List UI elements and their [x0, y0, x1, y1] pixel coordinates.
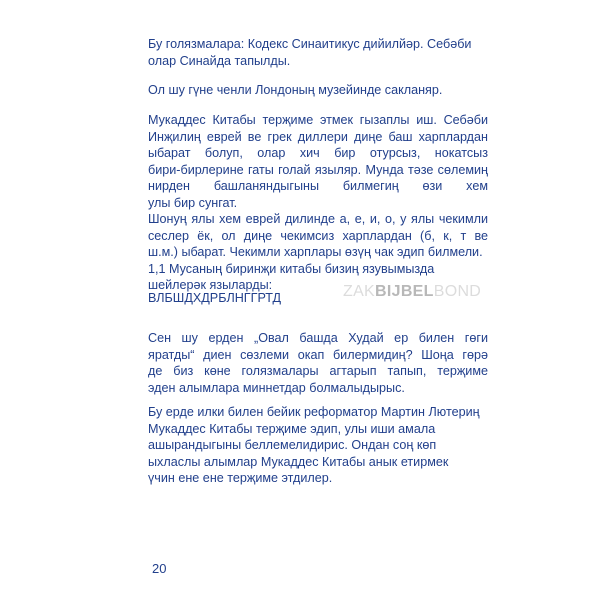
paragraph-3-line-5: нирден башланяндыгыны билмегиң өзи хем: [148, 179, 488, 193]
paragraph-6-line-1: Сен шу ерден „Овал башда Худай ер билен гөги: [148, 331, 488, 345]
paragraph-6: [148, 330, 488, 396]
watermark-part-1: ZAK: [343, 283, 376, 300]
watermark: [343, 283, 481, 301]
paragraph-3-line-2: Инҗилиң еврей ве грек диллери диңе баш харплардан: [148, 129, 488, 144]
consonant-example-line: ВЛБШДХДРБЛНГГРТД: [148, 291, 282, 305]
paragraph-3-line-3: ыбарат болуп, олар хич бир отурсыз, нокатсыз: [148, 146, 488, 160]
paragraph-6-line-2: яратды“ диен сөзлеми окап билермидиң? Шоңа гөрә: [148, 347, 488, 362]
paragraph-1-line-2: олар Синайда тапылды.: [148, 53, 291, 68]
watermark-part-2: BIJBEL: [375, 283, 434, 300]
paragraph-3-line-4: бири-бирлерине гаты голай языляр. Мунда тәзе сөлемиң: [148, 162, 488, 177]
paragraph-7-line-3: үчин ене ене терҗиме этдилер.: [148, 471, 333, 485]
paragraph-2: [148, 82, 488, 99]
paragraph-3: [148, 112, 488, 211]
page-number: 20: [152, 561, 167, 576]
paragraph-6-line-3: де биз көне голязмалары агтарып тапып, терҗиме: [148, 364, 488, 378]
paragraph-4-line-4: шейлерәк языларды:: [148, 278, 273, 292]
paragraph-7-line-1: Бу ерде илки билен бейик реформатор Мартин Лютериң Мукаддес Китабы терҗиме эдип, улы иши амала: [148, 405, 480, 436]
paragraph-1: [148, 36, 488, 69]
paragraph-4-line-1: Шонуң ялы хем еврей дилинде а, е, и, о, у ялы чекимли: [148, 212, 488, 226]
paragraph-4-line-2: сеслер ёк, ол диңе чекимсиз харплардан (б, к, т ве: [148, 228, 488, 243]
paragraph-2-line-1: Ол шу гүне ченли Лондоның музейинде сакланяр.: [148, 83, 443, 97]
paragraph-6-line-4: эден алымлара миннетдар болмалыдырыс.: [148, 380, 405, 395]
paragraph-1-line-1: Бу голязмалара: Кодекс Синаитикус дийилйәр. Себәби: [148, 37, 472, 51]
paragraph-3-line-1: Мукаддес Китабы терҗиме этмек гызаплы иш. Себәби: [148, 113, 488, 127]
paragraph-4: [148, 211, 488, 294]
watermark-part-3: BOND: [433, 283, 482, 300]
paragraph-4-line-3: ш.м.) ыбарат. Чекимли харплары өзүң чак эдип билмели. 1,1 Мусаның биринҗи китабы бизиң язувымызда: [148, 245, 483, 276]
paragraph-3-line-6: улы бир сунгат.: [148, 195, 238, 210]
paragraph-7-line-2: ашырандыгыны беллемелидирис. Ондан соң көп ыхласлы алымлар Мукаддес Китабы анык етирмек: [148, 438, 449, 469]
paragraph-7: [148, 404, 488, 487]
